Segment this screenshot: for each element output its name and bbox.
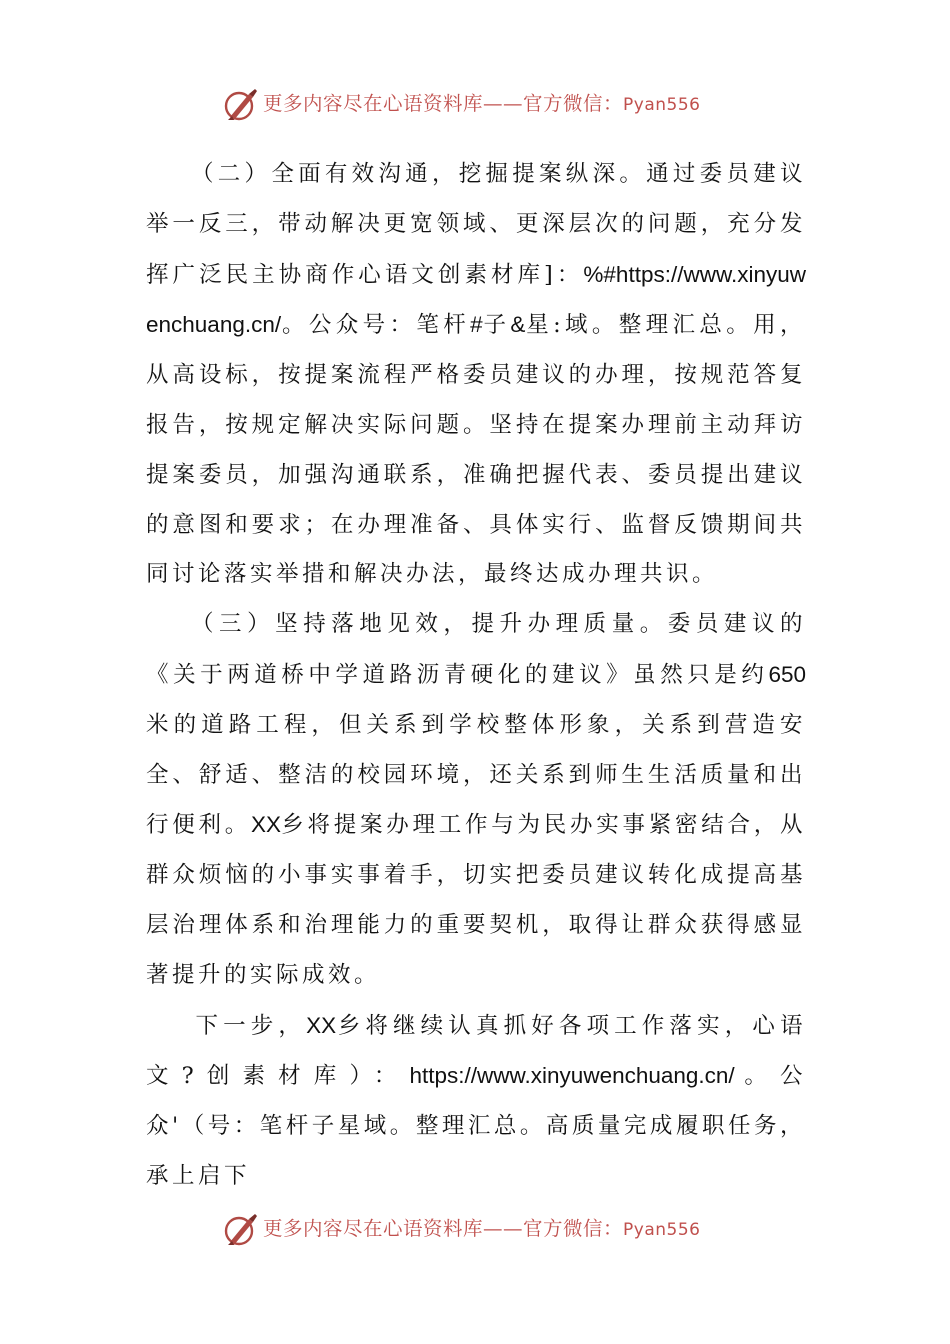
- banner-separator: ——: [483, 92, 524, 115]
- latin-text-segment: https://www.xinyuwenchuang.cn/: [409, 1063, 735, 1089]
- paragraph-3: [146, 600, 806, 1000]
- text-segment: 乡将继续认真抓好各项工作落实，心语文?创素材库）：: [146, 1012, 806, 1090]
- banner-separator: ——: [483, 1217, 524, 1240]
- banner-suffix: 官方微信：: [523, 1217, 624, 1240]
- latin-text-segment: &: [510, 312, 526, 338]
- latin-text-segment: %#https://www.xinyuwenchuang.cn/: [146, 261, 806, 338]
- latin-text-segment: #: [470, 312, 483, 338]
- banner-suffix: 官方微信：: [523, 92, 624, 115]
- text-segment: 。公众'（号：笔杆子星域。整理汇总。高质量完成履职任务，承上启下: [146, 1063, 806, 1189]
- text-segment: 。公众号：笔杆: [281, 312, 471, 339]
- pen-logo-icon: [222, 87, 260, 123]
- banner-handle: Pyan556: [623, 95, 701, 115]
- banner-handle: Pyan556: [623, 1220, 701, 1240]
- banner-brand: 更多内容尽在心语资料库: [263, 1217, 484, 1240]
- header-banner: [0, 85, 950, 125]
- text-segment: 子: [482, 312, 511, 339]
- text-segment: （三）坚持落地见效，提升办理质量。委员建议的《关于两道桥中学道路沥青硬化的建议》虽然只是约: [146, 611, 806, 688]
- banner-brand: 更多内容尽在心语资料库: [263, 92, 484, 115]
- text-segment: 米的道路工程，但关系到学校整体形象，关系到营造安全、舒适、整洁的校园环境，还关系到师生生活质量和出行便利。: [146, 711, 806, 839]
- latin-text-segment: XX: [306, 1012, 337, 1038]
- footer-banner: [0, 1210, 950, 1250]
- latin-text-segment: XX: [251, 812, 282, 838]
- paragraph-next-step: [146, 1001, 806, 1202]
- banner-text: [263, 92, 700, 117]
- text-segment: 星:域。整理汇总。用，从高设标，按提案流程严格委员建议的办理，按规范答复报告，按规定解决实际问题。坚持在提案办理前主动拜访提案委员，加强沟通联系，准确把握代表、委员提出建议的意图和要求；在办理准备、具体实行、监督反馈期间共同讨论落实举措和解决办法，最终达成办理共识。: [146, 312, 806, 588]
- document-body: [146, 150, 806, 1202]
- text-segment: （二）全面有效沟通，挖掘提案纵深。通过委员建议举一反三，带动解决更宽领域、更深层次的问题，充分发挥广泛民主协商作心语文创素材库]：: [146, 161, 806, 288]
- latin-text-segment: 650: [768, 661, 806, 687]
- banner-text: [263, 1217, 700, 1242]
- pen-logo-icon: [222, 1212, 260, 1248]
- text-segment: 乡将提案办理工作与为民办实事紧密结合，从群众烦恼的小事实事着手，切实把委员建议转化成提高基层治理体系和治理能力的重要契机，取得让群众获得感显著提升的实际成效。: [146, 812, 806, 988]
- paragraph-2: [146, 150, 806, 600]
- text-segment: 下一步，: [195, 1012, 307, 1039]
